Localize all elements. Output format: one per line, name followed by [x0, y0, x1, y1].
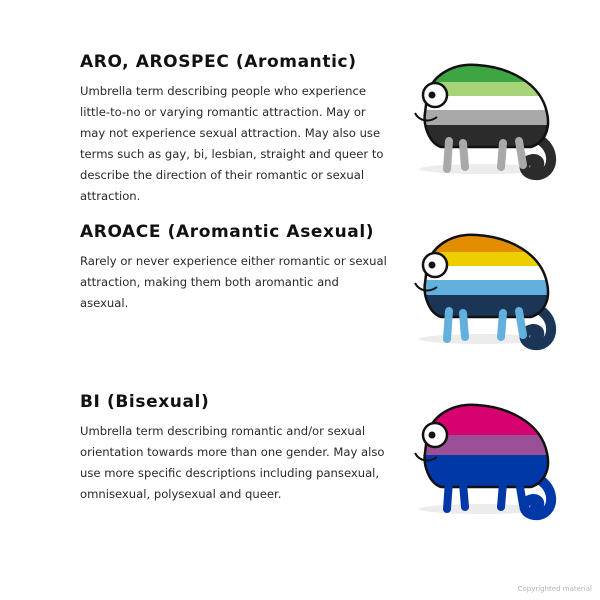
aromantic-title: ARO, AROSPEC (Aromantic) — [80, 52, 357, 72]
aroace-title: AROACE (Aromantic Asexual) — [80, 222, 375, 242]
bisexual-chameleon-illustration — [405, 395, 565, 525]
bisexual-entry — [80, 392, 390, 505]
bisexual-description: Umbrella term describing romantic and/or sexual orientation towards more than one gender. May also use more specific descriptions including pansexual, omnisexual, polysexual and queer. — [80, 424, 385, 501]
aromantic-entry — [80, 52, 390, 207]
bisexual-title: BI (Bisexual) — [80, 392, 210, 412]
aromantic-chameleon-illustration — [405, 55, 565, 185]
aromantic-description: Umbrella term describing people who experience little-to-no or varying romantic attraction. May or may not experience sexual attraction. May also use terms such as gay, bi, lesbian, straight and queer to describe the direction of their romantic or sexual attraction. — [80, 84, 384, 203]
copyright-watermark: Copyrighted material — [517, 585, 592, 593]
aroace-description: Rarely or never experience either romantic or sexual attraction, making them both aromantic and asexual. — [80, 254, 387, 310]
aroace-chameleon-illustration — [405, 225, 565, 355]
aroace-entry — [80, 222, 390, 314]
